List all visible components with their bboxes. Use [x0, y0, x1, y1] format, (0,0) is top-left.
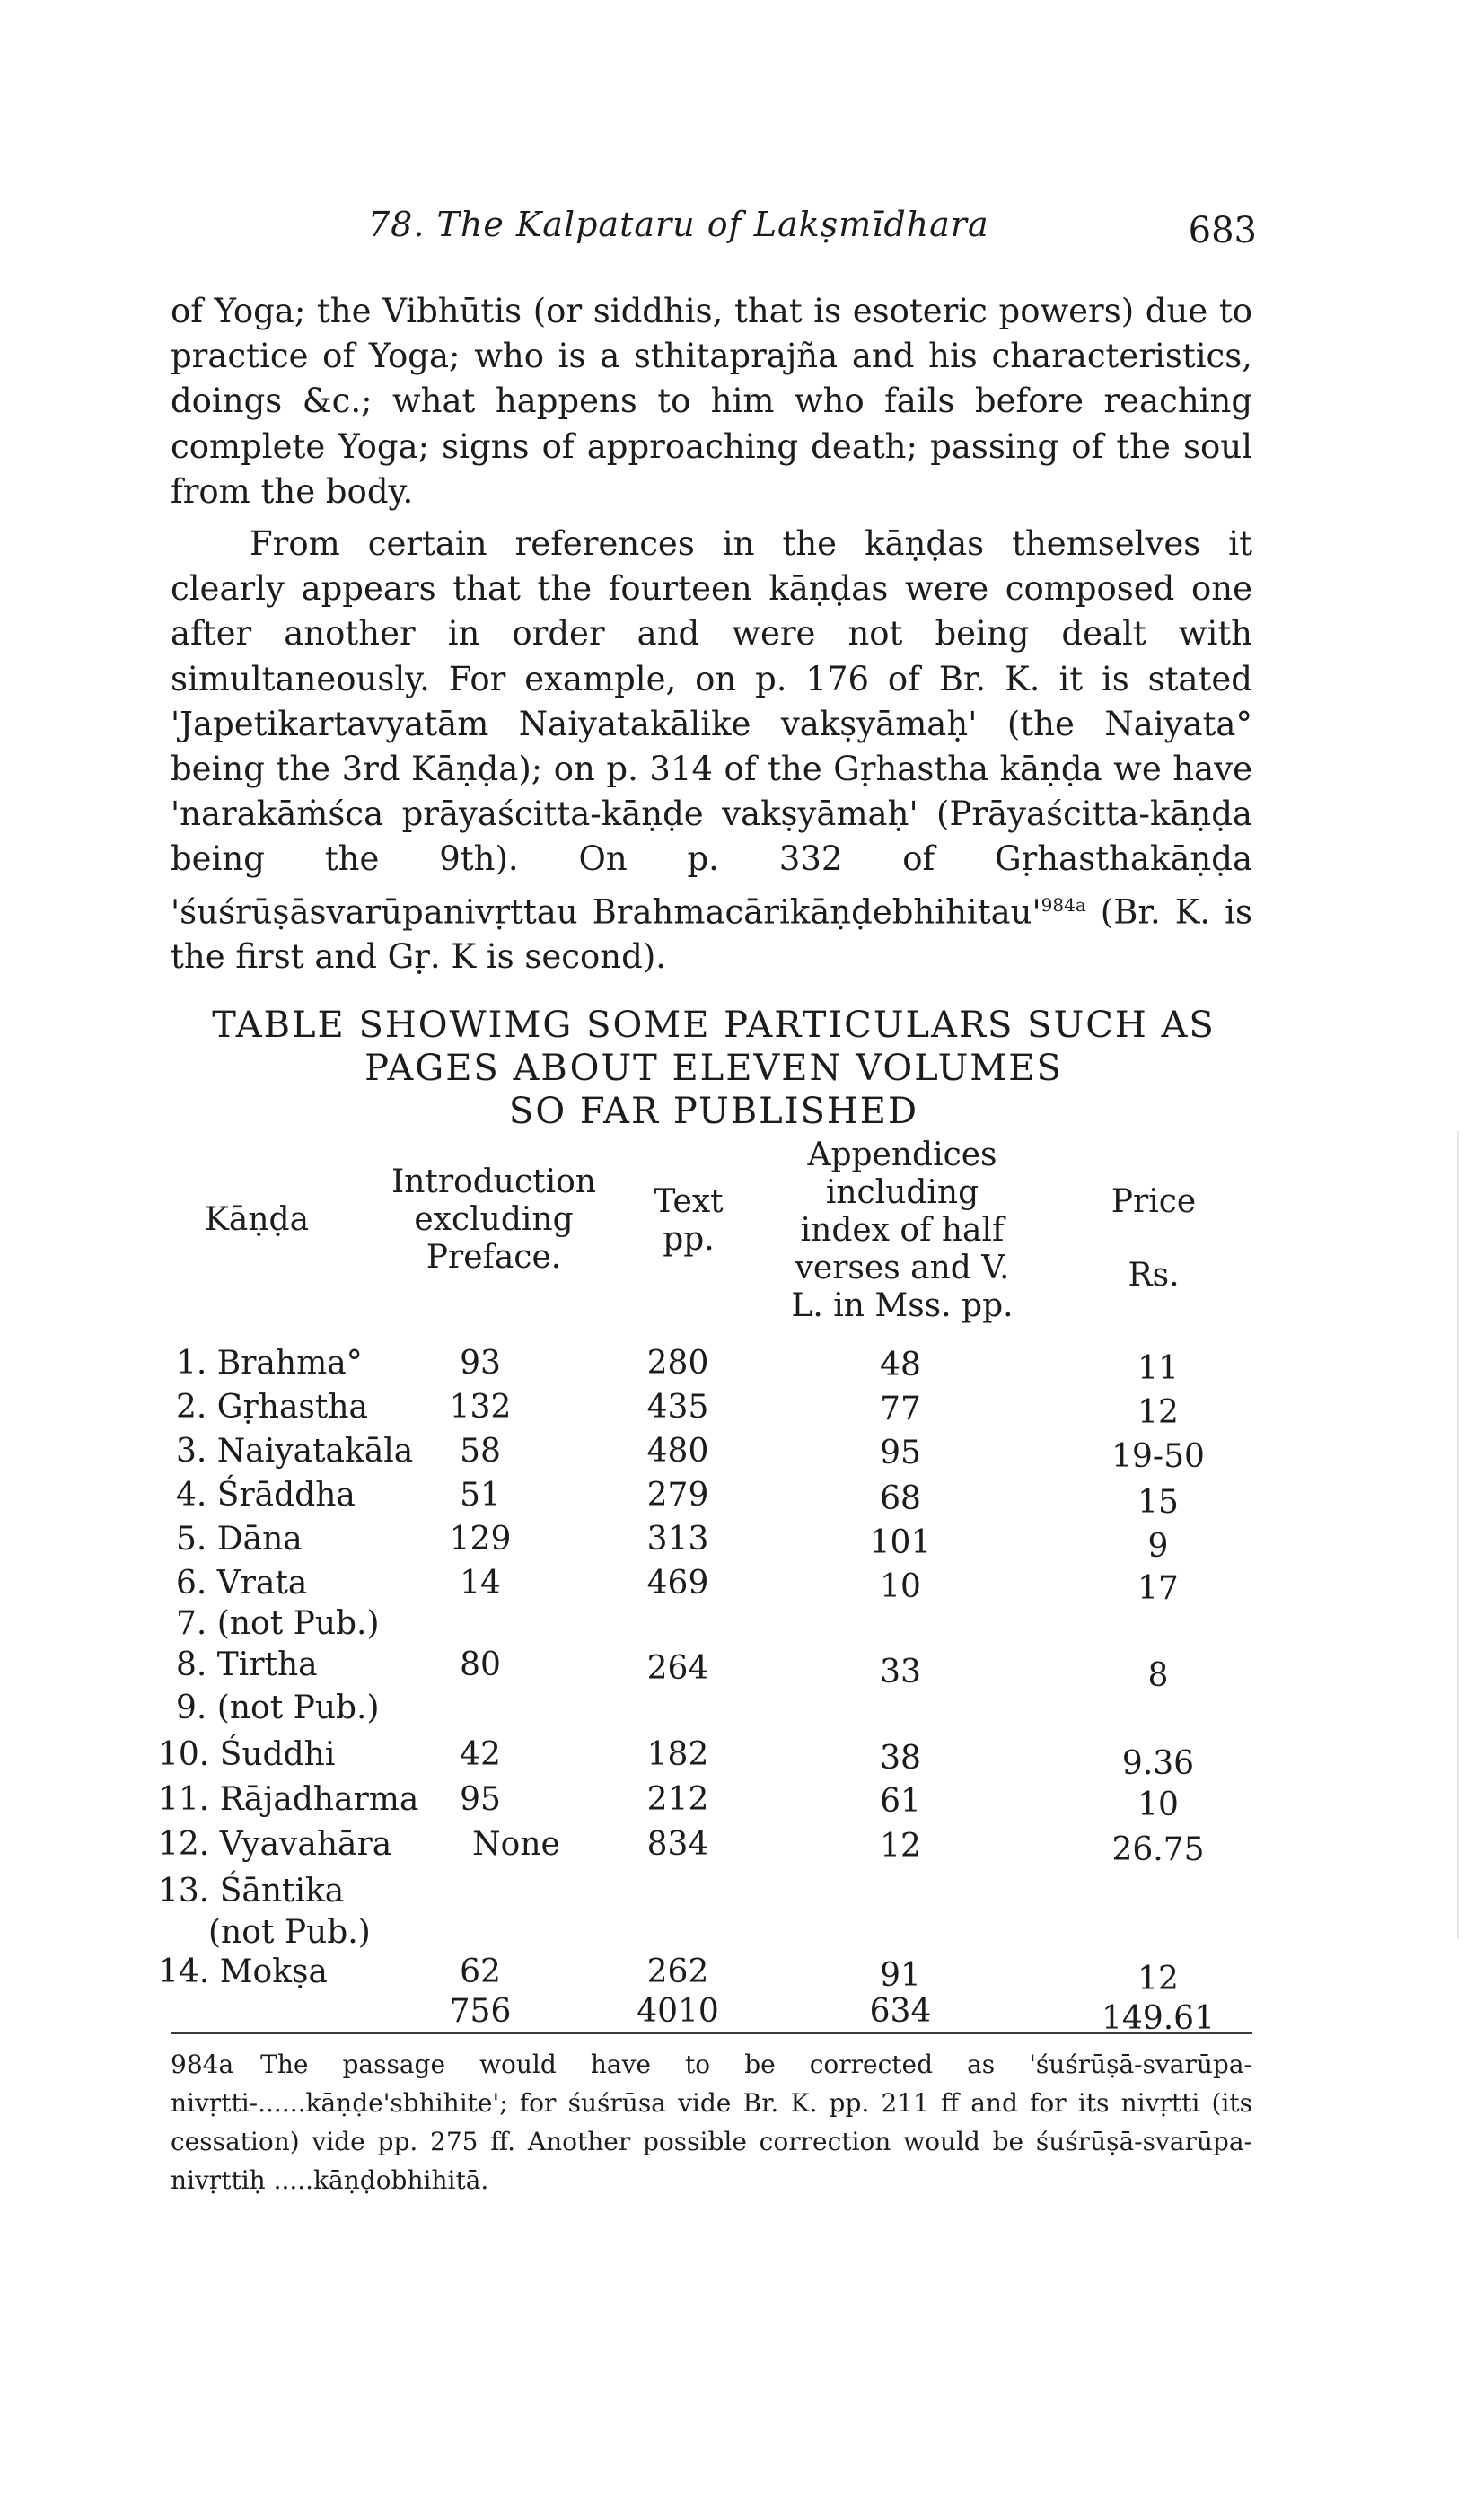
table-row — [0, 1389, 1484, 1431]
intro-pages: 93 — [460, 1345, 501, 1382]
text-pages: 313 — [646, 1521, 709, 1558]
kanda-name: 1. Brahma° — [176, 1345, 363, 1382]
table-title-line: SO FAR PUBLISHED — [508, 1091, 919, 1132]
table-row — [0, 1433, 1484, 1475]
price: 9 — [1147, 1528, 1169, 1565]
body-text — [171, 289, 1252, 979]
table-row — [0, 1477, 1484, 1521]
table-row — [0, 1521, 1484, 1565]
text-pages: 834 — [646, 1826, 709, 1863]
kanda-name: 14. Mokṣa — [158, 1953, 328, 1990]
appendix-pages: 33 — [880, 1654, 921, 1690]
table-row — [0, 1605, 1484, 1645]
table-row — [0, 1873, 1484, 1912]
intro-pages: 62 — [460, 1953, 501, 1990]
page-header — [171, 205, 1257, 259]
intro-pages: 51 — [460, 1477, 501, 1514]
header-text-line: Text — [654, 1183, 724, 1220]
total-intro-pages: 756 — [449, 1993, 512, 2030]
price: 10 — [1137, 1787, 1179, 1823]
table-title-line: TABLE SHOWIMG SOME PARTICULARS SUCH AS — [212, 1005, 1216, 1046]
running-title: 78. The Kalpataru of Lakṣmīdhara — [368, 205, 989, 244]
kanda-name: 3. Naiyatakāla — [176, 1433, 414, 1470]
header-intro-line: Preface. — [426, 1239, 562, 1276]
price: 11 — [1137, 1350, 1179, 1387]
appendix-pages: 101 — [869, 1524, 932, 1561]
header-appendices-line: verses and V. — [795, 1250, 1010, 1286]
intro-pages: 132 — [449, 1389, 512, 1426]
intro-pages: 42 — [460, 1736, 501, 1773]
price: 12 — [1137, 1394, 1179, 1431]
price: 8 — [1147, 1657, 1169, 1694]
footnote-text: The passage would have to be corrected as 'śuśrūṣā-svarūpa-nivṛtti-......kāṇḍe'sbhihite'; for śuśrūsa vide Br. K. pp. 211 ff and for its nivṛtti (its cessation) vide pp. 275 ff. Another possible correction would be śuśrūṣā-svarūpa-nivṛttiḥ .....kāṇḍobhihitā. — [171, 2050, 1252, 2195]
table-totals-row — [0, 1993, 1484, 2037]
header-text-line: pp. — [663, 1221, 715, 1258]
total-appendix-pages: 634 — [869, 1993, 932, 2030]
header-text — [639, 1183, 738, 1259]
price: 12 — [1137, 1961, 1179, 1997]
text-pages: 435 — [646, 1389, 709, 1426]
intro-pages: 95 — [460, 1781, 501, 1818]
table-row — [0, 1914, 1484, 1953]
appendix-pages: 77 — [880, 1391, 921, 1427]
kanda-name: 8. Tirtha — [176, 1646, 318, 1683]
text-pages: 212 — [646, 1781, 709, 1818]
kanda-name: 4. Śrāddha — [176, 1477, 356, 1514]
footnote-divider — [171, 2032, 1252, 2034]
text-pages: 182 — [646, 1736, 709, 1773]
kanda-name: 13. Śāntika — [158, 1873, 345, 1909]
table-row — [0, 1953, 1484, 1997]
table-row — [0, 1826, 1484, 1866]
header-appendices — [772, 1137, 1032, 1325]
header-appendices-line: L. in Mss. pp. — [791, 1287, 1014, 1324]
text-pages: 262 — [646, 1953, 709, 1990]
header-kanda: Kāṇḍa — [205, 1201, 310, 1238]
text-pages: 280 — [646, 1345, 709, 1382]
kanda-name: 12. Vyavahāra — [158, 1826, 392, 1863]
table-row — [0, 1646, 1484, 1694]
intro-pages: 14 — [460, 1565, 501, 1602]
header-price-unit: Rs. — [1128, 1257, 1180, 1294]
price: 17 — [1137, 1570, 1179, 1607]
kanda-name: 10. Śuddhi — [158, 1736, 336, 1773]
header-appendices-line: Appendices — [807, 1137, 997, 1173]
price: 15 — [1137, 1484, 1179, 1521]
header-intro-line: excluding — [414, 1201, 574, 1238]
text-pages: 469 — [646, 1565, 709, 1602]
table-row — [0, 1345, 1484, 1387]
price: 19-50 — [1111, 1438, 1205, 1475]
table-title — [171, 1004, 1257, 1133]
intro-pages: 58 — [460, 1433, 501, 1470]
paragraph-2-text-b: (Br. K. is the first and Gṛ. K is second). — [171, 891, 1252, 977]
scan-margin-shadow — [1457, 1131, 1459, 1939]
table-row — [0, 1781, 1484, 1821]
paragraph-2-text-a: From certain references in the kāṇḍas themselves it clearly appears that the fourteen kāṇḍas were composed one after another in order and were not being dealt with simultaneously. For example, on p. 176 of Br. K. it is stated 'Japetikartavyatām Naiyatakālike vakṣyāmaḥ' (the Naiyata° being the 3rd Kāṇḍa); on p. 314 of the Gṛhastha kāṇḍa we have 'narakāṁśca prāyaścitta-kāṇḍe vakṣyāmaḥ' (Prāyaścitta-kāṇḍa being the 9th). On p. 332 of Gṛhasthakāṇḍa 'śuśrūṣāsvarūpanivṛttau Brahmacārikāṇḍebhihitau' — [171, 524, 1252, 931]
kanda-name: 7. (not Pub.) — [176, 1605, 380, 1642]
appendix-pages: 95 — [880, 1435, 921, 1471]
total-text-pages: 4010 — [637, 1993, 719, 2030]
header-price — [1086, 1183, 1221, 1295]
kanda-name: 6. Vrata — [176, 1565, 308, 1602]
page-number: 683 — [1188, 210, 1257, 251]
header-appendices-line: index of half — [800, 1212, 1005, 1249]
appendix-pages: 68 — [880, 1480, 921, 1517]
kanda-name: 9. (not Pub.) — [176, 1690, 380, 1726]
header-appendices-line: including — [825, 1174, 979, 1211]
appendix-pages: 12 — [880, 1828, 921, 1865]
price: 9.36 — [1121, 1745, 1195, 1782]
footnote — [171, 2045, 1252, 2199]
header-price-line: Price — [1111, 1183, 1197, 1220]
paragraph-2 — [171, 522, 1252, 979]
table-title-line: PAGES ABOUT ELEVEN VOLUMES — [364, 1048, 1063, 1089]
header-intro-line: Introduction — [391, 1163, 596, 1200]
footnote-mark: 984a — [171, 2050, 234, 2079]
intro-pages: None — [472, 1826, 560, 1863]
total-price: 149.61 — [1102, 2000, 1215, 2037]
kanda-name: 11. Rājadharma — [158, 1781, 419, 1818]
kanda-name: 2. Gṛhastha — [176, 1389, 368, 1426]
footnote-reference: 984a — [1041, 893, 1086, 916]
text-pages: 264 — [646, 1650, 709, 1687]
appendix-pages: 38 — [880, 1740, 921, 1777]
appendix-pages: 61 — [880, 1783, 921, 1820]
text-pages: 480 — [646, 1433, 709, 1470]
intro-pages: 80 — [460, 1646, 501, 1683]
kanda-name: (not Pub.) — [208, 1914, 371, 1951]
table-row — [0, 1690, 1484, 1729]
header-introduction — [377, 1163, 610, 1277]
paragraph-1: of Yoga; the Vibhūtis (or siddhis, that is esoteric powers) due to practice of Yoga; who is a sthitaprajña and his characteristics, doings &c.; what happens to him who fails before reaching complete Yoga; signs of approaching death; passing of the soul from the body. — [171, 292, 1252, 511]
appendix-pages: 91 — [880, 1957, 921, 1994]
table-row — [0, 1736, 1484, 1782]
text-pages: 279 — [646, 1477, 709, 1514]
appendix-pages: 48 — [880, 1347, 921, 1383]
kanda-name: 5. Dāna — [176, 1521, 303, 1558]
price: 26.75 — [1111, 1831, 1205, 1868]
intro-pages: 129 — [449, 1521, 512, 1558]
appendix-pages: 10 — [880, 1568, 921, 1605]
table-row — [0, 1565, 1484, 1607]
